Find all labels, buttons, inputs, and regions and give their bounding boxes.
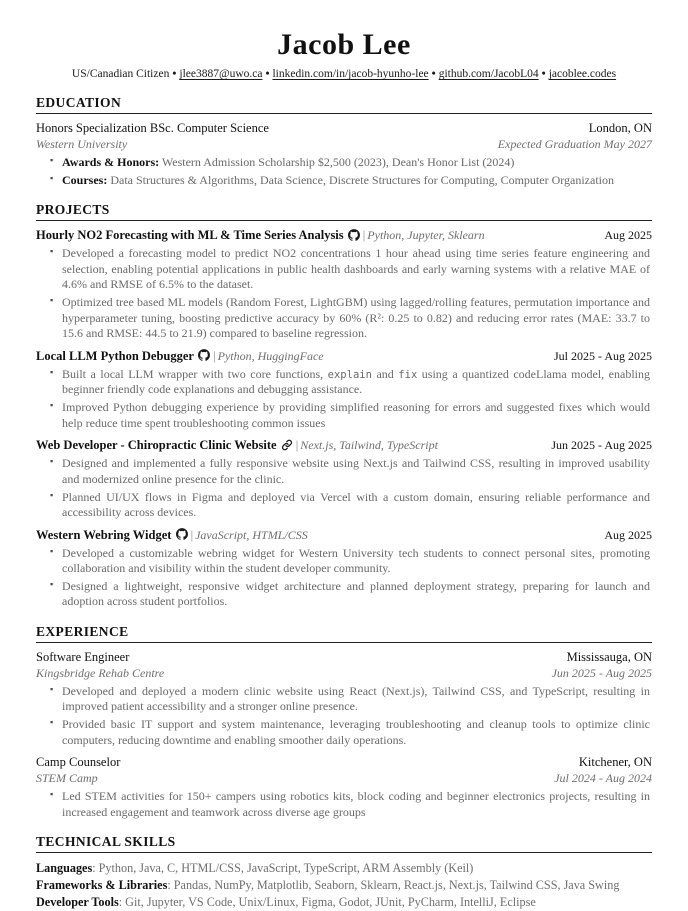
project-title-row bbox=[36, 228, 652, 243]
job-location: Mississauga, ON bbox=[566, 649, 652, 664]
project-bullet-list bbox=[36, 367, 652, 431]
project-name: Local LLM Python Debugger bbox=[36, 348, 194, 363]
bullet-item bbox=[62, 684, 650, 715]
labeled-bullet bbox=[62, 173, 650, 188]
project-tech-list: Python, HuggingFace bbox=[217, 348, 324, 363]
bullet-text: Designed and implemented a fully responsive website using Next.js and Tailwind CSS, resulting in improved usability and modernized online presence for the clinic. bbox=[62, 456, 650, 486]
experience-list bbox=[36, 650, 652, 820]
project-bullet-list bbox=[36, 456, 652, 520]
bullet-item bbox=[62, 295, 650, 341]
bullet-label: Courses: bbox=[62, 172, 108, 187]
project-date: Jun 2025 - Aug 2025 bbox=[551, 438, 652, 453]
project-entry bbox=[36, 528, 652, 610]
skill-category: Developer Tools bbox=[36, 895, 119, 910]
project-tech-list: Python, Jupyter, Sklearn bbox=[367, 228, 485, 243]
bullet-text: Developed a customizable webring widget for Western University tech students to connect personal sites, promoting collaboration and visibility within the student developer community. bbox=[62, 545, 650, 576]
contact-link[interactable]: jlee3887@uwo.ca bbox=[179, 68, 263, 80]
experience-bullet-list bbox=[36, 684, 652, 748]
github-icon[interactable] bbox=[176, 528, 188, 540]
project-bullet-list bbox=[36, 246, 652, 341]
projects-list bbox=[36, 228, 652, 610]
skill-line bbox=[36, 894, 652, 910]
link-icon[interactable] bbox=[281, 439, 293, 451]
github-icon[interactable] bbox=[348, 229, 360, 241]
skill-line bbox=[36, 877, 652, 893]
bullet-text: Designed a lightweight, responsive widget architecture and planned deployment strategy, preparing for launch and adoption across student portfolios. bbox=[62, 579, 650, 609]
project-date: Jul 2025 - Aug 2025 bbox=[553, 348, 652, 363]
section-skills bbox=[36, 834, 652, 910]
education-location: London, ON bbox=[588, 121, 652, 135]
bullet-text: and bbox=[371, 366, 399, 381]
bullet-item bbox=[62, 400, 650, 431]
bullet-item bbox=[62, 490, 650, 521]
bullet-item bbox=[62, 546, 650, 577]
separator-dot: • bbox=[172, 68, 177, 80]
bullet-text: using a quantized codeLlama model, enabling beginner friendly code explanations and debugging assistance. bbox=[62, 366, 651, 397]
contact-link[interactable]: jacoblee.codes bbox=[548, 68, 617, 80]
section-title-education: EDUCATION bbox=[36, 95, 652, 114]
experience-subtitle-row bbox=[36, 666, 652, 681]
project-date: Aug 2025 bbox=[604, 527, 652, 542]
experience-entry bbox=[36, 650, 652, 748]
section-projects bbox=[36, 202, 652, 610]
contact-line bbox=[36, 68, 652, 80]
education-title-row bbox=[36, 121, 652, 136]
skill-list: : Pandas, NumPy, Matplotlib, Seaborn, Sklearn, React.js, Next.js, Tailwind CSS, Java Swing bbox=[167, 878, 620, 893]
job-title: Camp Counselor bbox=[36, 755, 121, 770]
project-entry bbox=[36, 228, 652, 341]
inline-code: fix bbox=[398, 368, 418, 381]
section-title-skills: TECHNICAL SKILLS bbox=[36, 834, 652, 853]
school-name: Western University bbox=[36, 137, 128, 151]
candidate-name: Jacob Lee bbox=[277, 28, 411, 61]
section-title-experience: EXPERIENCE bbox=[36, 624, 652, 643]
experience-title-row bbox=[36, 650, 652, 665]
project-bullet-list bbox=[36, 546, 652, 610]
skill-list: : Git, Jupyter, VS Code, Unix/Linux, Figma, Godot, JUnit, PyCharm, IntelliJ, Eclipse bbox=[118, 895, 536, 910]
skill-category: Languages bbox=[36, 861, 93, 876]
experience-subtitle-row bbox=[36, 771, 652, 786]
project-tech-list: JavaScript, HTML/CSS bbox=[195, 527, 308, 542]
bullet-text: Led STEM activities for 150+ campers using robotics kits, block coding and beginner electronics projects, resulting in increased engagement and teamwork across diverse age groups bbox=[62, 789, 650, 819]
bullet-item bbox=[62, 579, 650, 610]
bullet-item bbox=[62, 367, 650, 398]
bullet-text: Planned UI/UX flows in Figma and deployed via Vercel with a custom domain, ensuring reliable performance and accessibility across devices. bbox=[62, 489, 650, 520]
job-title: Software Engineer bbox=[36, 649, 130, 664]
contact-link[interactable]: github.com/JacobL04 bbox=[438, 68, 539, 80]
title-separator: | bbox=[295, 438, 299, 453]
title-separator: | bbox=[190, 527, 194, 542]
project-name: Web Developer - Chiropractic Clinic Website bbox=[36, 438, 277, 453]
bullet-text: Optimized tree based ML models (Random Forest, LightGBM) using lagged/rolling features, permutation importance and hyperparameter tuning, boosting predictive accuracy by 60% (R²: 0.25 to 0.82) and reducing error rates (MAE: 33.7 to 15.6 and RMSE: 44.5 to 21.9) compared to baseline regression. bbox=[62, 295, 650, 341]
project-name: Western Webring Widget bbox=[36, 527, 172, 542]
bullet-text: Improved Python debugging experience by providing simplified reasoning for errors and suggested fixes which would help reduce time spent troubleshooting common issues bbox=[62, 400, 650, 430]
title-separator: | bbox=[362, 228, 366, 243]
company-name: Kingsbridge Rehab Centre bbox=[36, 665, 165, 680]
project-date: Aug 2025 bbox=[604, 228, 652, 243]
bullet-label: Awards & Honors: bbox=[62, 155, 160, 169]
job-location: Kitchener, ON bbox=[578, 755, 652, 770]
title-separator: | bbox=[213, 348, 216, 363]
education-subtitle-row bbox=[36, 137, 652, 152]
project-title-row bbox=[36, 528, 652, 543]
resume-header bbox=[36, 28, 652, 80]
graduation-date: Expected Graduation May 2027 bbox=[497, 137, 652, 151]
project-tech-list: Next.js, Tailwind, TypeScript bbox=[300, 438, 438, 453]
degree-title: Honors Specialization BSc. Computer Science bbox=[36, 121, 269, 135]
skill-category: Frameworks & Libraries bbox=[36, 878, 168, 893]
section-experience bbox=[36, 624, 652, 820]
github-icon[interactable] bbox=[198, 349, 210, 361]
company-name: STEM Camp bbox=[36, 771, 98, 786]
bullet-text: Provided basic IT support and system maintenance, leveraging troubleshooting and cleanup tools to optimize clinic computers, reducing downtime and enabling smoother daily operations. bbox=[62, 717, 650, 747]
inline-code: explain bbox=[327, 368, 372, 381]
bullet-text: Developed and deployed a modern clinic website using React (Next.js), Tailwind CSS, and TypeScript, resulting in improved patient accessibility and a stronger online presence. bbox=[62, 683, 650, 714]
separator-dot: • bbox=[431, 68, 436, 80]
bullet-item bbox=[62, 456, 650, 487]
bullet-text: Data Structures & Algorithms, Data Science, Discrete Structures for Computing, Computer Organization bbox=[110, 172, 614, 187]
separator-dot: • bbox=[265, 68, 270, 80]
education-bullet-list bbox=[36, 155, 652, 188]
skill-line bbox=[36, 860, 652, 876]
citizenship-text: US/Canadian Citizen bbox=[71, 68, 170, 80]
bullet-text: Developed a forecasting model to predict NO2 concentrations 1 hour ahead using time series feature engineering and selection, enabling potential applications in public health dashboards and early warning systems with a relative MAE of 4.6% and RMSE of 6.5% to the dataset. bbox=[62, 246, 650, 292]
project-title-row bbox=[36, 349, 652, 364]
bullet-item bbox=[62, 246, 650, 292]
bullet-item bbox=[62, 717, 650, 748]
bullet-text: Western Admission Scholarship $2,500 (2023), Dean's Honor List (2024) bbox=[161, 155, 515, 169]
bullet-item bbox=[62, 789, 650, 820]
job-dates: Jul 2024 - Aug 2024 bbox=[554, 771, 652, 786]
labeled-bullet bbox=[62, 155, 650, 170]
contact-link[interactable]: linkedin.com/in/jacob-hyunho-lee bbox=[272, 68, 429, 80]
section-education bbox=[36, 95, 652, 188]
project-entry bbox=[36, 438, 652, 520]
experience-title-row bbox=[36, 755, 652, 770]
skill-list: : Python, Java, C, HTML/CSS, JavaScript, TypeScript, ARM Assembly (Keil) bbox=[92, 861, 474, 876]
separator-dot: • bbox=[541, 68, 546, 80]
job-dates: Jun 2025 - Aug 2025 bbox=[551, 665, 652, 680]
skills-list bbox=[36, 860, 652, 910]
experience-entry bbox=[36, 755, 652, 820]
bullet-text: Built a local LLM wrapper with two core functions, bbox=[62, 366, 328, 381]
project-title-row bbox=[36, 438, 652, 453]
experience-bullet-list bbox=[36, 789, 652, 820]
section-title-projects: PROJECTS bbox=[36, 202, 652, 221]
project-name: Hourly NO2 Forecasting with ML & Time Series Analysis bbox=[36, 228, 344, 243]
project-entry bbox=[36, 349, 652, 431]
